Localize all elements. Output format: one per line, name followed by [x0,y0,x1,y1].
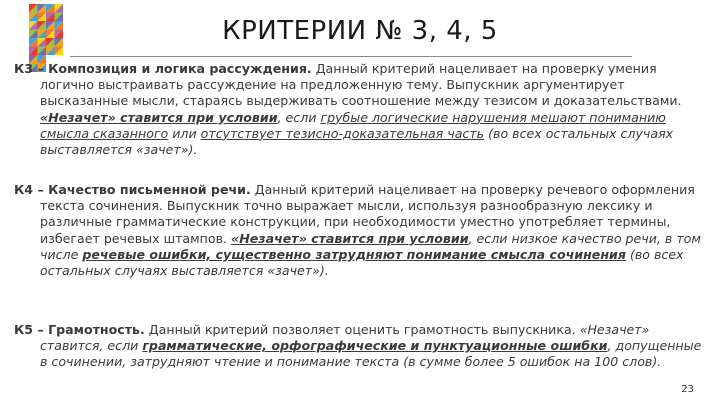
k4-condition-1: речевые ошибки, существенно затрудняют понимание смысла сочинения [82,246,626,262]
k3-text-4: (во всех остальных случаях выставляется «зачет»). [40,125,674,158]
k3-text-3: или [168,125,201,141]
page-title: КРИТЕРИИ № 3, 4, 5 [222,16,498,46]
k4-text-1: Данный критерий нацеливает на проверку речевого оформления текста сочинения. Выпускник точно выражает мысли, используя разнообразную лексику и различные грамматические конструкции, при необходимости уместно употребляет термины, избегает речевых штампов. [40,182,695,246]
slide-number: 23 [681,384,694,395]
criterion-k3 [14,61,706,158]
criterion-k5 [14,322,706,371]
criterion-k4 [14,182,706,279]
k4-text-3: (во всех остальных случаях выставляется «зачет»). [40,246,684,279]
k5-label: К5 – Грамотность. [14,322,145,337]
k3-label: К3 – Композиция и логика рассуждения. [14,61,312,76]
k5-text-3: , допущенные в сочинении, затрудняют чтение и понимание текста (в сумме более 5 ошибок на 100 слов). [40,338,702,370]
k4-fail-phrase: «Незачет» ставится при условии [231,230,469,246]
k3-condition-1: грубые логические нарушения мешают пониманию смысла сказанного [40,109,666,141]
k4-label: К4 – Качество письменной речи. [14,182,251,197]
k5-condition-1: грамматические, орфографические и пунктуационные ошибки [142,338,608,354]
k3-condition-2: отсутствует тезисно-доказательная часть [200,125,485,141]
title-underline [70,56,632,57]
k3-text-2: , если [277,109,321,125]
k5-text-2: «Незачет» ставится, если [40,322,650,354]
k5-text-1: Данный критерий позволяет оценить грамотность выпускника. [144,322,580,337]
k4-text-2: , если низкое качество речи, в том числе [40,230,701,262]
k3-fail-phrase: «Незачет» ставится при условии [40,109,278,125]
k3-text-1: Данный критерий нацеливает на проверку умения логично выстраивать рассуждение на предложенную тему. Выпускник аргументирует высказанные мысли, стараясь выдерживать соотношение между тезисом и доказательствами. [40,61,682,109]
